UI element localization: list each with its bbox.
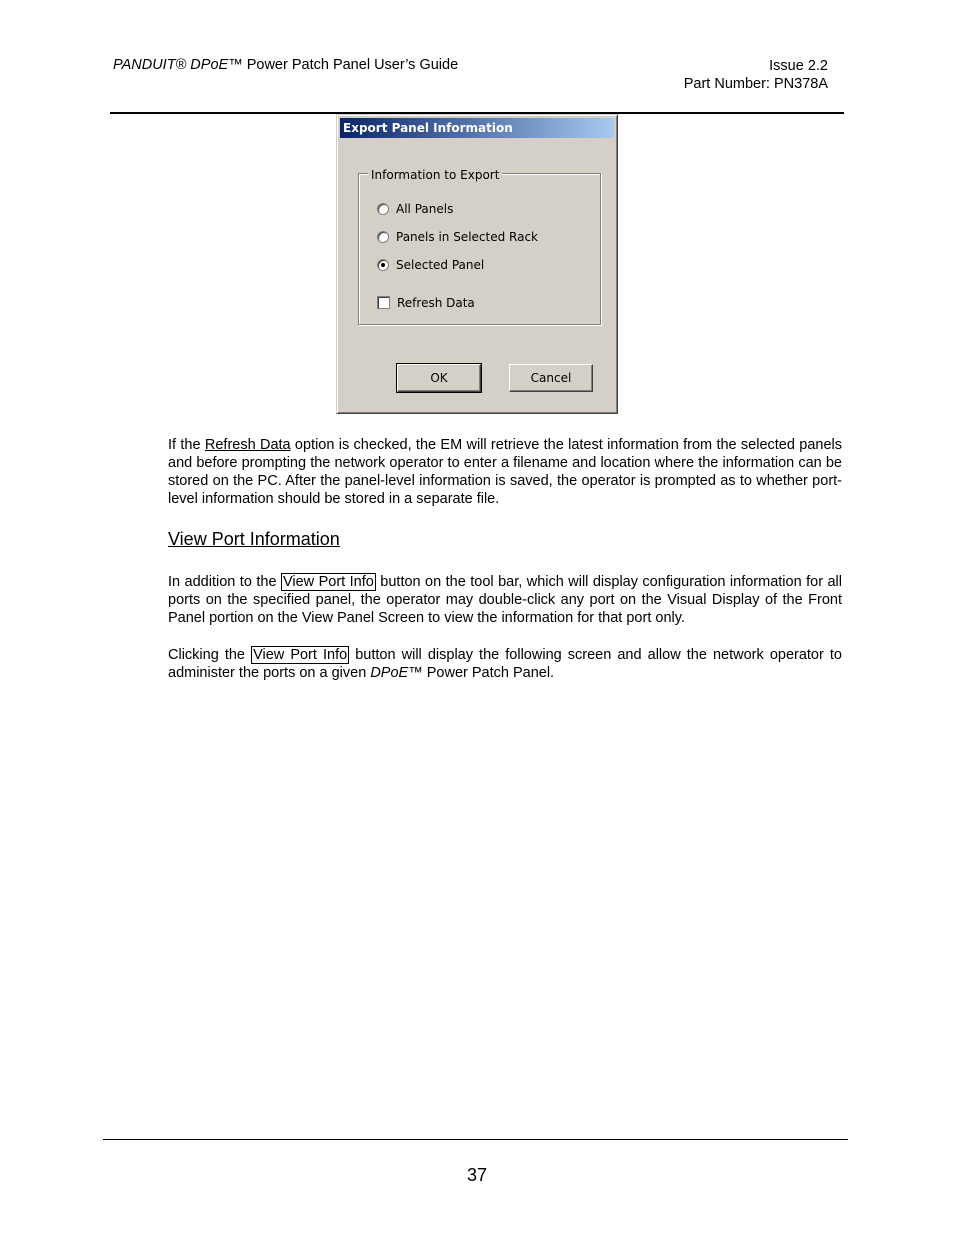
- refresh-data-paragraph: [168, 436, 842, 508]
- view-port-paragraph-2: [168, 646, 842, 682]
- text: option is checked, the EM will retrieve the latest information from the selected panels and before prompting the network operator to enter a filename and location where the information can be stored on the PC. After the panel-level information is saved, the operator is prompted as to whether port-level information should be stored in a separate file.: [168, 437, 842, 507]
- refresh-data-checkbox[interactable]: [377, 295, 475, 311]
- radio-icon: [377, 203, 389, 215]
- header-title: [113, 57, 458, 73]
- view-port-info-button-ref: View Port Info: [253, 647, 348, 663]
- header-part-number: Part Number: PN378A: [683, 76, 828, 92]
- text: ™ Power Patch Panel.: [408, 665, 555, 681]
- radio-selected-icon: [377, 259, 389, 271]
- radio-panels-in-selected-rack[interactable]: [377, 229, 538, 245]
- text: If the: [168, 437, 205, 453]
- dialog-title: Export Panel Information: [340, 118, 614, 138]
- radio-icon: [377, 231, 389, 243]
- checkbox-label: Refresh Data: [397, 296, 475, 310]
- header-meta: [640, 57, 828, 93]
- radio-label: Selected Panel: [396, 258, 485, 272]
- checkbox-icon: [377, 296, 390, 309]
- radio-label: Panels in Selected Rack: [396, 230, 539, 244]
- cancel-button[interactable]: Cancel: [509, 364, 593, 392]
- header-brand: PANDUIT®: [113, 57, 187, 73]
- group-label: Information to Export: [368, 167, 502, 183]
- header-issue: Issue 2.2: [769, 58, 828, 74]
- text: button on the tool bar, which will display configuration information for all ports on the specified panel, the operator may double-click any port on the Visual Display of the Front Panel portion on the View Panel Screen to view the information for that port only.: [168, 574, 842, 626]
- export-panel-dialog: [336, 114, 618, 414]
- radio-all-panels[interactable]: [377, 201, 453, 217]
- radio-selected-panel[interactable]: [377, 257, 484, 273]
- text: button will display the following screen and allow the network operator to administer the ports on a given: [168, 647, 842, 681]
- radio-label: All Panels: [396, 202, 454, 216]
- header-product: DPoE: [190, 57, 229, 73]
- ok-button[interactable]: OK: [397, 364, 481, 392]
- page-number: 37: [466, 1165, 488, 1185]
- refresh-data-term: Refresh Data: [204, 437, 291, 453]
- header-title-rest: ™ Power Patch Panel User’s Guide: [228, 57, 459, 73]
- product-name: DPoE: [370, 665, 409, 681]
- section-heading: View Port Information: [168, 529, 340, 549]
- view-port-paragraph-1: [168, 573, 842, 627]
- view-port-info-button-ref: View Port Info: [282, 574, 374, 590]
- footer-rule: [103, 1139, 848, 1140]
- text: In addition to the: [168, 574, 281, 590]
- text: Clicking the: [168, 647, 252, 663]
